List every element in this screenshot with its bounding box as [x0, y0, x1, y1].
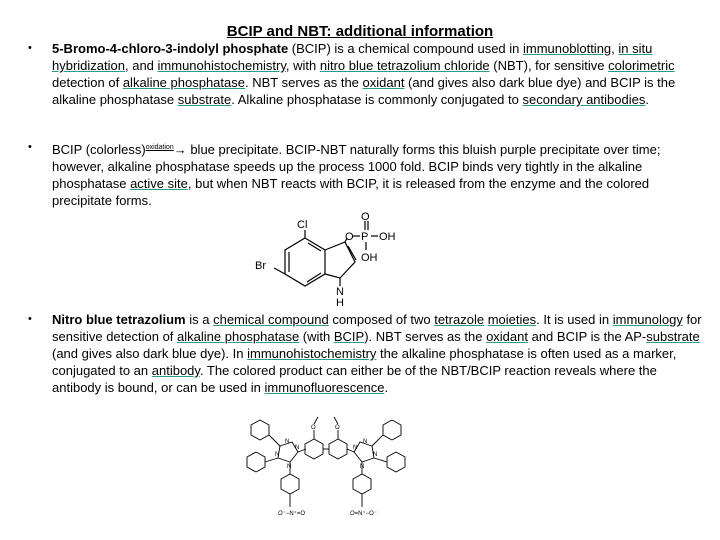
text: . NBT serves as the [244, 75, 363, 90]
bullet-bcip-description [28, 40, 702, 108]
phenyl-ring [387, 452, 405, 472]
link-immunoblotting[interactable]: immunoblotting [523, 41, 612, 56]
link-tetrazole[interactable]: tetrazole [434, 312, 485, 327]
link-alkaline-phosphatase[interactable]: alkaline phosphatase [177, 329, 300, 344]
nitro-group-label: O=N⁺−O⁻ [350, 511, 378, 517]
link-colorimetric[interactable]: colorimetric [608, 58, 675, 73]
nbt-structure-diagram [242, 412, 422, 537]
atom-n: N [360, 464, 365, 470]
text: is a [185, 312, 214, 327]
atom-n: N [336, 286, 344, 298]
bullet-marker: • [28, 313, 32, 325]
atom-n: N [363, 439, 368, 445]
text: (with [299, 329, 334, 344]
bullet-nbt-description [28, 311, 702, 396]
bond [348, 246, 356, 260]
text: . [384, 380, 389, 395]
link-antibody[interactable]: antibody [151, 363, 200, 378]
atom-oh: OH [379, 231, 396, 243]
nitro-group-label: O⁻−N⁺=O [278, 511, 306, 517]
link-substrate[interactable]: substrate [177, 92, 232, 107]
atom-n: N [275, 452, 280, 458]
text: (and gives also dark blue dye) and BCIP is the alkaline phosphatase [52, 75, 676, 107]
bullet-marker: • [28, 141, 32, 153]
text: . Alkaline phosphatase is commonly conjugated to [231, 92, 523, 107]
text: blue precipitate. BCIP-NBT naturally forms this bluish purple precipitate over time; however, alkaline phosphatase speeds up the process 1000 fold. BCIP binds very tightly in the alkaline phosphatase [52, 142, 661, 191]
text: . The colored product can either be of the NBT/BCIP reaction reveals where the antibody is bound, or can be used in [52, 363, 657, 395]
text: detection of [52, 75, 123, 90]
atom-o: O [311, 425, 316, 431]
atom-p: P [361, 231, 369, 243]
link-alkaline-phosphatase[interactable]: alkaline phosphatase [122, 75, 245, 90]
bond [334, 417, 338, 424]
atom-cl: Cl [297, 219, 308, 231]
link-oxidant[interactable]: oxidant [486, 329, 528, 344]
atom-br: Br [255, 260, 266, 272]
link-active-site[interactable]: active site [130, 176, 188, 191]
phenyl-ring [251, 420, 269, 440]
text: , [611, 41, 619, 56]
page-title: BCIP and NBT: additional information [226, 23, 494, 40]
atom-h: H [336, 297, 344, 308]
text: BCIP (colorless) [52, 142, 146, 157]
link-immunohistochemistry[interactable]: immunohistochemistry [157, 58, 286, 73]
text: . [645, 92, 649, 107]
atom-n: N [295, 445, 300, 451]
text: , with [285, 58, 320, 73]
pyrrole-ring [325, 242, 355, 278]
atom-o: O [335, 425, 340, 431]
atom-n: N [353, 445, 358, 451]
benzene-ring [285, 238, 325, 286]
bullet-bcip-reaction [28, 139, 702, 209]
text: ). NBT serves as the [364, 329, 487, 344]
link-immunohistochemistry[interactable]: immunohistochemistry [247, 346, 377, 361]
oxidation-label: oxidation [145, 144, 174, 151]
text: , and [125, 58, 158, 73]
text: (and gives also dark blue dye). In [52, 346, 248, 361]
atom-n: N [285, 439, 290, 445]
bond [374, 458, 387, 462]
link-oxidant[interactable]: oxidant [362, 75, 405, 90]
bond [269, 435, 280, 446]
link-nitro-blue-tetrazolium-chloride[interactable]: nitro blue tetrazolium chloride [319, 58, 490, 73]
bcip-name: 5-Bromo-4-chloro-3-indolyl phosphate [52, 41, 289, 56]
bond [372, 435, 383, 446]
atom-o-top: O [361, 211, 370, 223]
text: and BCIP is the AP- [527, 329, 647, 344]
link-in-situ-hybridization[interactable]: in situ hybridization [52, 41, 653, 73]
link-secondary-antibodies[interactable]: secondary antibodies [522, 92, 646, 107]
nitrophenyl-ring [353, 474, 371, 494]
bond [265, 458, 278, 462]
text: composed of two [328, 312, 435, 327]
link-immunology[interactable]: immunology [612, 312, 683, 327]
atom-oh: OH [361, 252, 378, 264]
link-immunofluorescence[interactable]: immunofluorescence [264, 380, 385, 395]
phenyl-ring [383, 420, 401, 440]
link-chemical-compound[interactable]: chemical compound [213, 312, 329, 327]
link-bcip[interactable]: BCIP [333, 329, 365, 344]
text: the alkaline phosphatase is often used as a marker, conjugated to an [52, 346, 677, 378]
atom-o-ester: O [345, 231, 354, 243]
bullet-marker: • [28, 42, 32, 54]
phenyl-ring [305, 439, 323, 459]
text: (NBT), for sensitive [489, 58, 609, 73]
text: (BCIP) is a chemical compound used in [288, 41, 523, 56]
bcip-structure-diagram [250, 208, 400, 308]
nbt-name: Nitro blue tetrazolium [52, 312, 186, 327]
phenyl-ring [247, 452, 265, 472]
text: , but when NBT reacts with BCIP, it is released from the enzyme and the colored precipitate forms. [52, 176, 650, 208]
text: for sensitive detection of [52, 312, 702, 344]
text: . It is used in [536, 312, 613, 327]
atom-n: N [373, 452, 378, 458]
phenyl-ring [329, 439, 347, 459]
atom-n: N [287, 464, 292, 470]
nitrophenyl-ring [281, 474, 299, 494]
link-substrate[interactable]: substrate [646, 329, 700, 344]
reaction-arrow: → [173, 142, 187, 157]
link-moieties[interactable]: moieties [487, 312, 537, 327]
bond [314, 417, 318, 424]
bond [274, 268, 285, 274]
